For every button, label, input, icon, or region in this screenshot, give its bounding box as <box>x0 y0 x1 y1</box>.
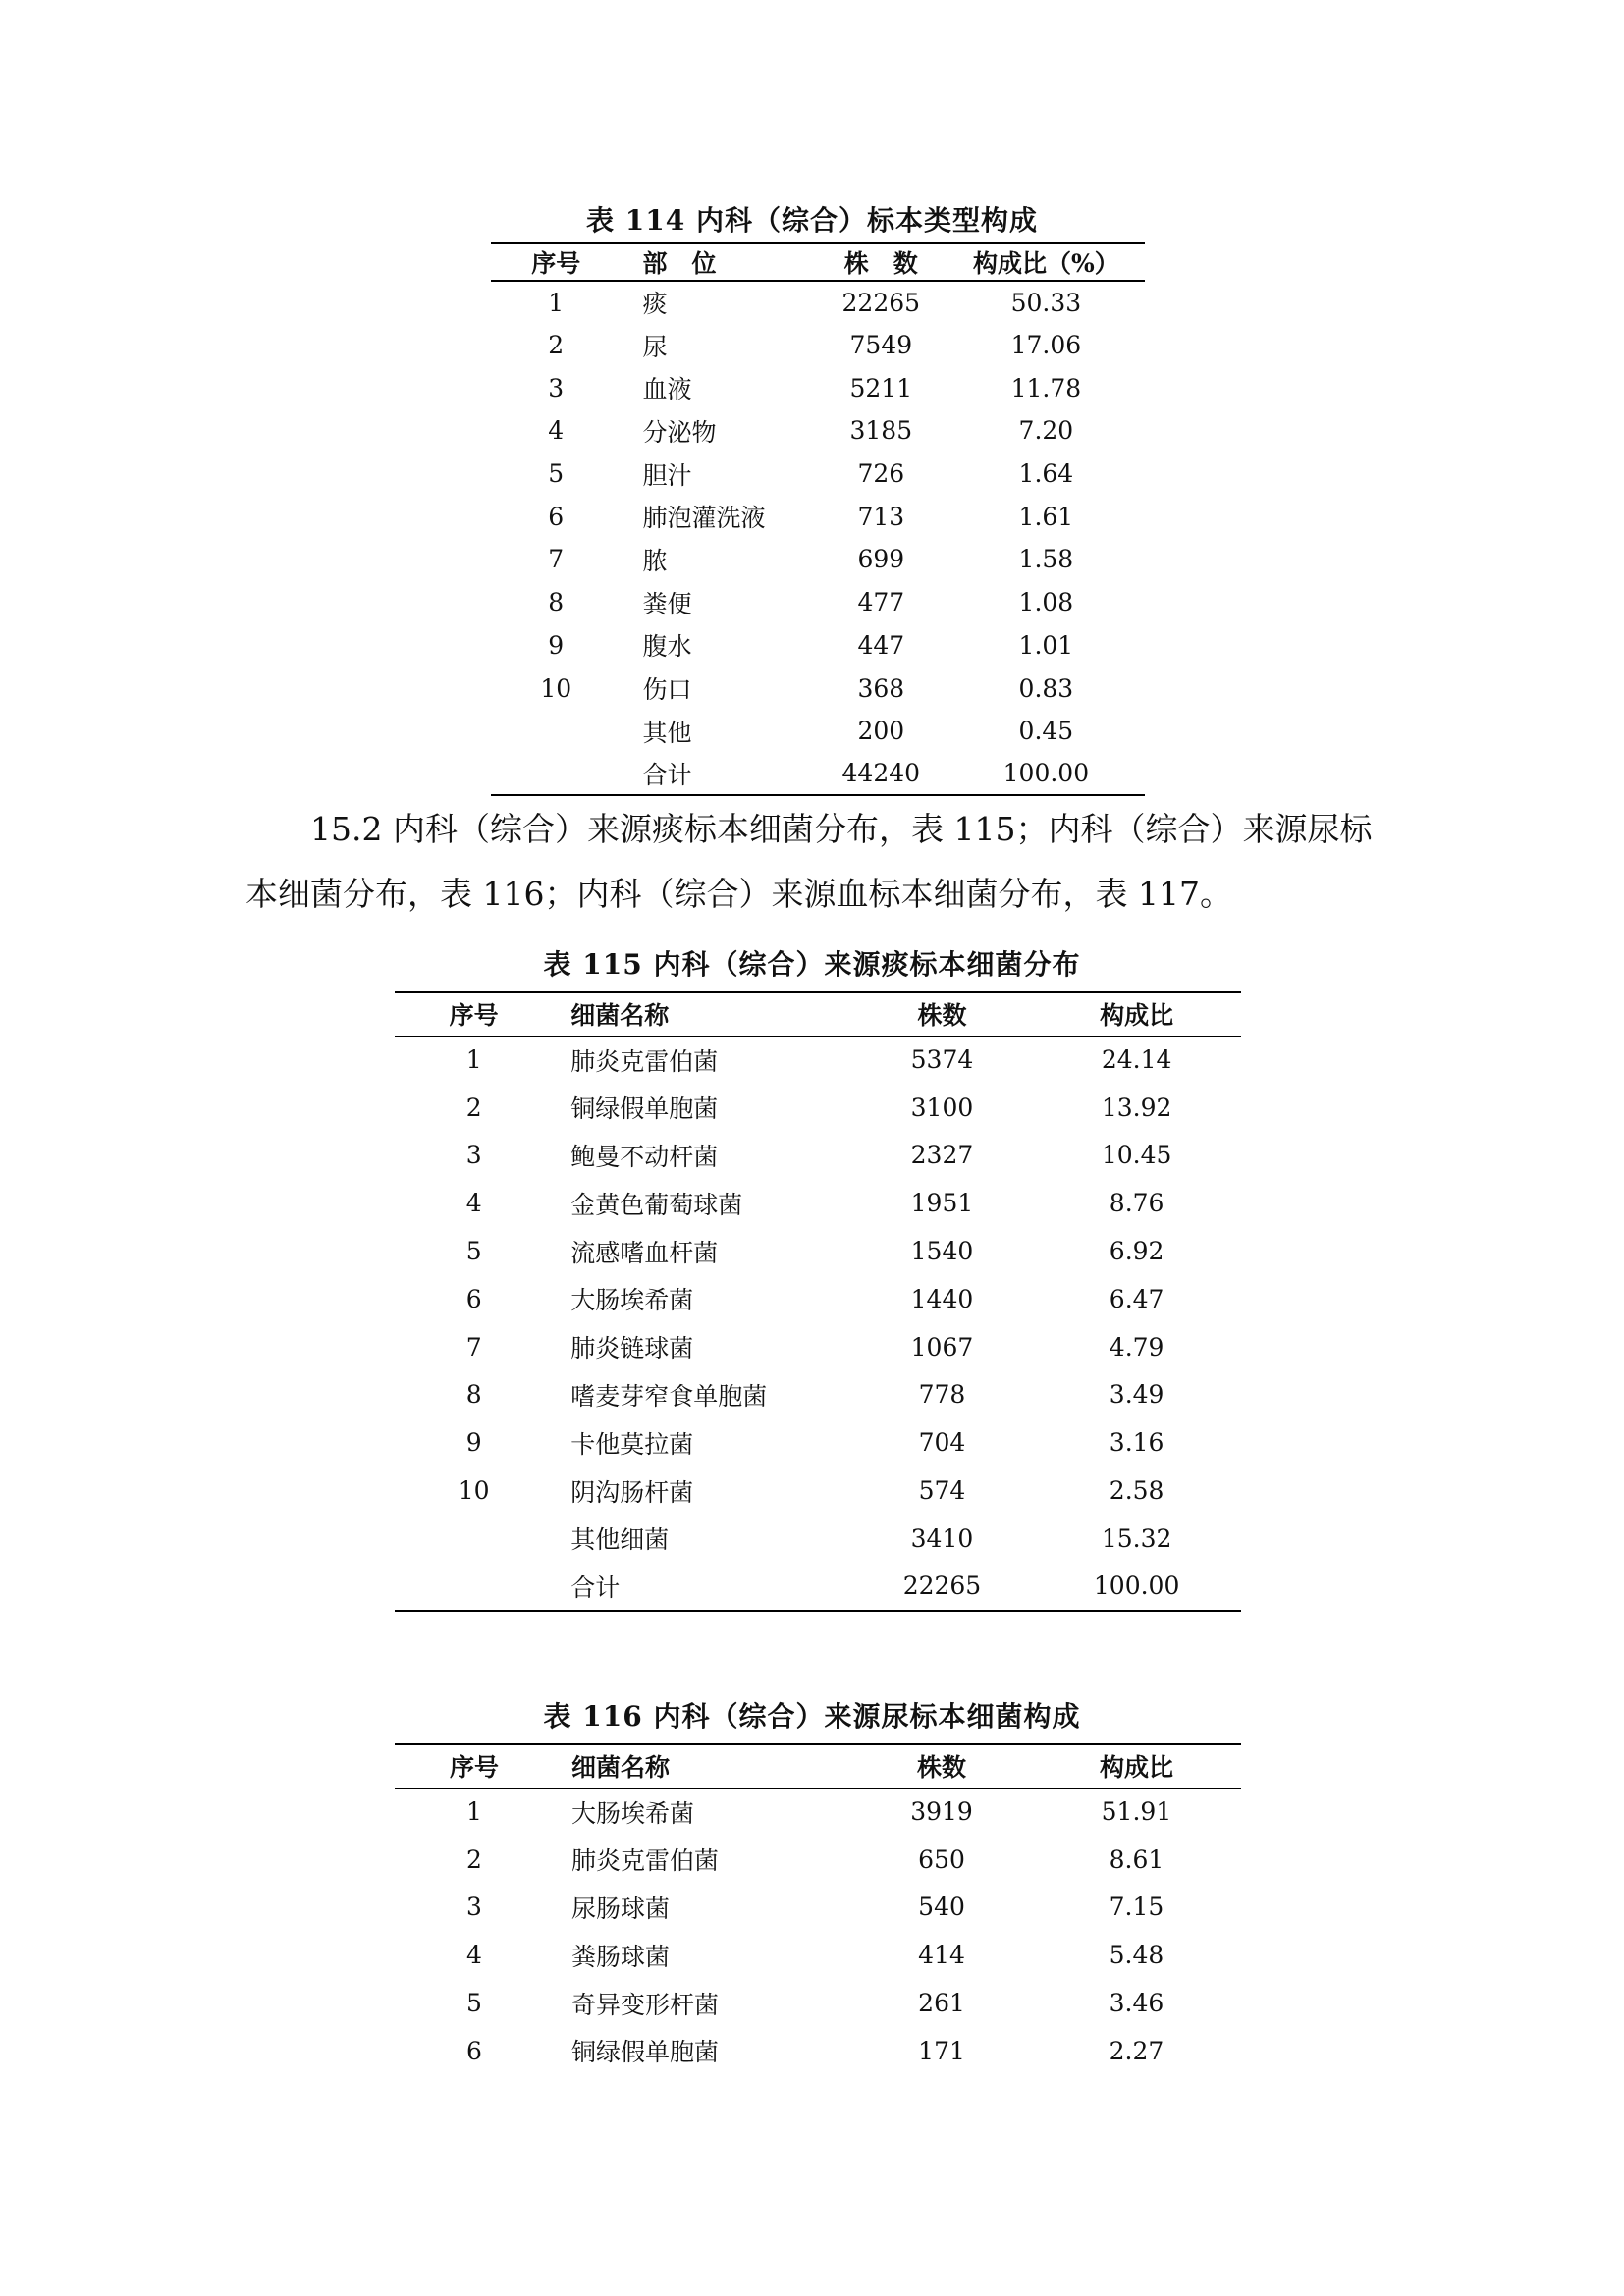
table-row <box>395 1036 1241 1084</box>
cell-ratio: 24.14 <box>1101 1045 1172 1075</box>
cell-ratio: 2.58 <box>1109 1476 1164 1506</box>
table-row <box>395 1979 1241 2027</box>
table-header-row <box>395 1744 1241 1788</box>
cell-name: 其他细菌 <box>570 1525 670 1555</box>
cell-count: 1440 <box>910 1284 974 1313</box>
cell-count: 44240 <box>815 753 947 796</box>
table-row <box>491 453 1145 496</box>
table-row <box>395 1884 1241 1932</box>
table-row <box>395 1084 1241 1132</box>
table-row <box>395 1179 1241 1227</box>
cell-index: 4 <box>465 1189 482 1218</box>
cell-ratio: 1.64 <box>1018 459 1074 489</box>
cell-index: 5 <box>548 459 565 489</box>
cell-ratio: 7.15 <box>1109 1893 1164 1922</box>
cell-ratio: 50.33 <box>1010 288 1082 317</box>
table-row <box>491 324 1145 367</box>
cell-name: 其他 <box>642 718 692 747</box>
cell-ratio: 1.01 <box>1018 630 1074 660</box>
header-index: 序号 <box>491 243 621 281</box>
cell-index: 9 <box>465 1428 482 1458</box>
cell-index <box>491 753 621 796</box>
cell-count: 1540 <box>910 1237 974 1266</box>
table-row <box>395 1515 1241 1563</box>
table-115 <box>395 991 1241 1612</box>
cell-ratio: 1.08 <box>1018 588 1074 617</box>
table-row <box>491 710 1145 753</box>
cell-name: 阴沟肠杆菌 <box>570 1477 694 1507</box>
cell-name: 金黄色葡萄球菌 <box>570 1190 743 1219</box>
header-ratio: 构成比 <box>1032 992 1241 1036</box>
cell-ratio: 8.61 <box>1109 1844 1164 1874</box>
cell-ratio: 4.79 <box>1109 1332 1164 1362</box>
cell-name: 卡他莫拉菌 <box>570 1429 694 1459</box>
cell-ratio: 100.00 <box>947 753 1145 796</box>
cell-index: 6 <box>548 502 565 531</box>
table-row <box>491 667 1145 710</box>
cell-count: 368 <box>857 673 905 703</box>
table-row <box>395 1275 1241 1323</box>
cell-ratio: 51.91 <box>1101 1797 1172 1827</box>
cell-ratio: 13.92 <box>1101 1093 1172 1122</box>
cell-count: 261 <box>918 1989 965 2018</box>
table-row <box>491 281 1145 324</box>
table-row <box>395 1323 1241 1371</box>
cell-ratio: 5.48 <box>1109 1941 1164 1970</box>
cell-name: 痰 <box>642 290 668 319</box>
table-row <box>491 409 1145 453</box>
cell-count: 1951 <box>910 1189 974 1218</box>
header-bacteria-name: 细菌名称 <box>553 992 851 1036</box>
cell-name: 肺炎链球菌 <box>570 1334 694 1363</box>
cell-count: 5211 <box>849 373 913 402</box>
cell-index: 4 <box>548 416 565 446</box>
cell-count: 22265 <box>841 288 921 317</box>
cell-name: 合计 <box>621 753 814 796</box>
cell-name: 大肠埃希菌 <box>570 1286 694 1315</box>
cell-count: 704 <box>918 1428 966 1458</box>
cell-name: 尿 <box>642 332 668 361</box>
cell-name: 血液 <box>642 375 692 404</box>
table-row <box>395 1371 1241 1419</box>
cell-index: 1 <box>548 288 565 317</box>
cell-count: 414 <box>918 1941 965 1970</box>
cell-name: 肺泡灌洗液 <box>642 504 766 533</box>
table-row <box>395 1227 1241 1275</box>
cell-ratio: 8.76 <box>1109 1189 1164 1218</box>
cell-name: 尿肠球菌 <box>571 1894 671 1923</box>
table-row <box>395 2027 1241 2075</box>
cell-name: 奇异变形杆菌 <box>571 1990 720 2019</box>
cell-count: 477 <box>857 588 905 617</box>
cell-ratio: 6.47 <box>1109 1284 1164 1313</box>
cell-name: 脓 <box>642 546 668 575</box>
cell-name: 铜绿假单胞菌 <box>570 1095 719 1124</box>
cell-name: 嗜麦芽窄食单胞菌 <box>570 1381 768 1411</box>
table-row <box>395 1836 1241 1884</box>
header-index: 序号 <box>395 1744 554 1788</box>
table-row <box>491 495 1145 538</box>
table-row <box>395 1418 1241 1467</box>
cell-name: 分泌物 <box>642 417 717 447</box>
cell-index: 9 <box>548 630 565 660</box>
cell-ratio: 0.83 <box>1018 673 1074 703</box>
cell-index: 10 <box>540 673 572 703</box>
cell-count: 540 <box>918 1893 965 1922</box>
table-row <box>491 753 1145 796</box>
cell-index: 2 <box>466 1844 482 1874</box>
cell-ratio: 0.45 <box>1018 717 1074 746</box>
cell-index: 5 <box>465 1237 482 1266</box>
cell-count: 3185 <box>849 416 913 446</box>
cell-count: 699 <box>857 545 905 574</box>
table-header-row <box>491 243 1145 281</box>
cell-count: 171 <box>918 2036 965 2065</box>
cell-count: 22265 <box>852 1563 1033 1611</box>
cell-name: 伤口 <box>642 675 692 705</box>
cell-index: 8 <box>548 588 565 617</box>
cell-count: 1067 <box>910 1332 974 1362</box>
cell-ratio: 15.32 <box>1101 1523 1172 1553</box>
cell-ratio: 6.92 <box>1109 1237 1164 1266</box>
cell-ratio: 17.06 <box>1010 331 1082 360</box>
cell-ratio: 1.58 <box>1018 545 1074 574</box>
cell-ratio: 2.27 <box>1109 2036 1164 2065</box>
cell-index <box>395 1515 553 1563</box>
cell-count: 778 <box>918 1380 966 1410</box>
cell-name: 腹水 <box>642 632 692 662</box>
cell-index: 10 <box>458 1476 490 1506</box>
table-row <box>395 1788 1241 1836</box>
cell-count: 5374 <box>910 1045 974 1075</box>
cell-name: 鲍曼不动杆菌 <box>570 1142 719 1171</box>
cell-name: 合计 <box>553 1563 851 1611</box>
cell-index: 1 <box>466 1797 482 1827</box>
cell-count: 574 <box>918 1476 966 1506</box>
cell-count: 2327 <box>910 1141 974 1170</box>
cell-name: 大肠埃希菌 <box>571 1798 695 1828</box>
cell-ratio: 1.61 <box>1018 502 1074 531</box>
table-row <box>491 366 1145 409</box>
cell-ratio: 3.46 <box>1109 1989 1164 2018</box>
cell-ratio: 10.45 <box>1101 1141 1172 1170</box>
cell-index: 2 <box>465 1093 482 1122</box>
cell-index: 6 <box>466 2036 482 2065</box>
cell-ratio: 3.16 <box>1109 1428 1164 1458</box>
cell-count: 3100 <box>910 1093 974 1122</box>
cell-index: 3 <box>466 1893 482 1922</box>
table-115-caption: 表 115 内科（综合）来源痰标本细菌分布 <box>543 948 1081 981</box>
cell-index: 7 <box>548 545 565 574</box>
header-count: 株数 <box>851 1744 1032 1788</box>
cell-name: 粪肠球菌 <box>571 1942 671 1971</box>
cell-index: 3 <box>465 1141 482 1170</box>
table-116 <box>395 1743 1241 2075</box>
table-row <box>491 538 1145 581</box>
header-ratio: 构成比 <box>1032 1744 1241 1788</box>
cell-name: 肺炎克雷伯菌 <box>571 1846 720 1876</box>
cell-count: 726 <box>857 459 905 489</box>
header-bacteria-name: 细菌名称 <box>554 1744 851 1788</box>
cell-index: 2 <box>548 331 565 360</box>
header-count: 株数 <box>852 992 1033 1036</box>
cell-index: 5 <box>466 1989 482 2018</box>
cell-index <box>395 1563 553 1611</box>
cell-count: 7549 <box>849 331 913 360</box>
header-site: 部 位 <box>621 243 814 281</box>
cell-count: 3919 <box>910 1797 973 1827</box>
cell-ratio: 3.49 <box>1109 1380 1164 1410</box>
cell-index: 1 <box>465 1045 482 1075</box>
cell-index: 3 <box>548 373 565 402</box>
cell-ratio: 7.20 <box>1018 416 1074 446</box>
cell-count: 650 <box>918 1844 965 1874</box>
cell-ratio: 11.78 <box>1010 373 1082 402</box>
cell-index <box>491 710 621 753</box>
table-114 <box>491 242 1145 796</box>
table-row <box>395 1132 1241 1180</box>
cell-ratio: 100.00 <box>1032 1563 1241 1611</box>
cell-name: 肺炎克雷伯菌 <box>570 1046 719 1076</box>
table-116-caption: 表 116 内科（综合）来源尿标本细菌构成 <box>543 1700 1081 1733</box>
header-count: 株 数 <box>815 243 947 281</box>
cell-index: 8 <box>465 1380 482 1410</box>
table-row <box>395 1563 1241 1611</box>
cell-count: 3410 <box>910 1523 974 1553</box>
cell-name: 胆汁 <box>642 460 692 490</box>
cell-index: 7 <box>465 1332 482 1362</box>
table-row <box>491 624 1145 667</box>
cell-count: 200 <box>857 717 905 746</box>
cell-index: 6 <box>465 1284 482 1313</box>
table-row <box>491 581 1145 624</box>
table-row <box>395 1931 1241 1979</box>
cell-count: 447 <box>857 630 905 660</box>
cell-index: 4 <box>466 1941 482 1970</box>
cell-name: 粪便 <box>642 589 692 618</box>
body-paragraph: 15.2 内科（综合）来源痰标本细菌分布，表 115；内科（综合）来源尿标本细菌分布，表 116；内科（综合）来源血标本细菌分布，表 117。 <box>245 810 1373 913</box>
cell-name: 流感嗜血杆菌 <box>570 1238 719 1267</box>
header-ratio: 构成比（%） <box>947 243 1145 281</box>
table-row <box>395 1467 1241 1515</box>
cell-count: 713 <box>857 502 905 531</box>
cell-name: 铜绿假单胞菌 <box>571 2038 720 2067</box>
header-index: 序号 <box>395 992 553 1036</box>
table-header-row <box>395 992 1241 1036</box>
table-114-caption: 表 114 内科（综合）标本类型构成 <box>586 204 1038 237</box>
